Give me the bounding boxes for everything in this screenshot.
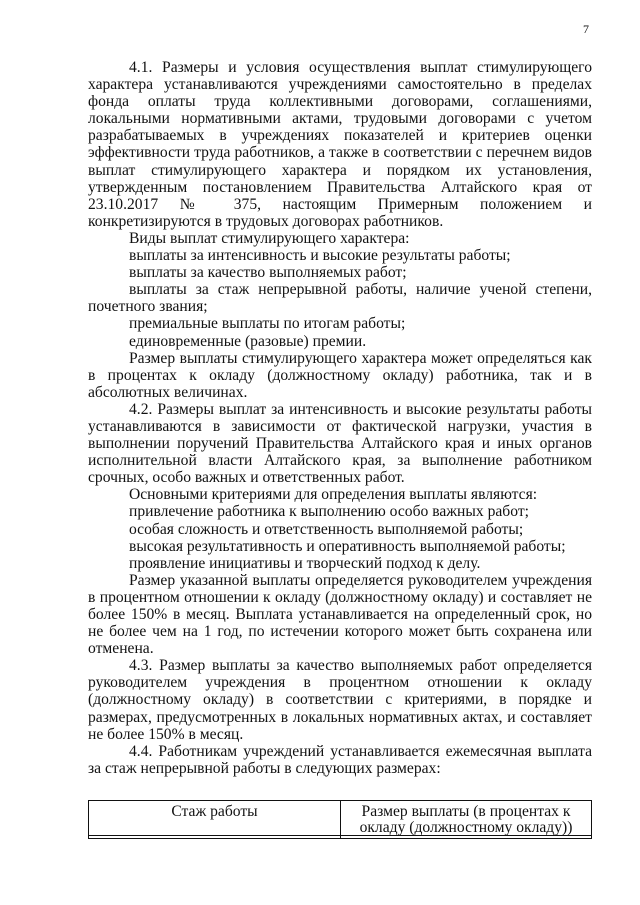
seniority-table [88,800,592,839]
paragraph: 4.4. Работникам учреждений устанавливается ежемесячная выплата за стаж непрерывной работы в следующих размерах: [88,742,592,777]
list-item: выплаты за качество выполняемых работ; [129,264,407,282]
column-header-payment-size: Размер выплаты (в процентах к окладу (должностному окладу)) [341,801,592,836]
paragraph: Размер указанной выплаты определяется руководителем учреждения в процентном отношении к окладу (должностному окладу) и составляет не более 150% в месяц. Выплата устанавливается на определенный срок, но не более чем на 1 год, по истечении которого может быть сохранена или отменена. [88,571,592,658]
paragraph: 4.1. Размеры и условия осуществления выплат стимулирующего характера устанавливаются учреждениями самостоятельно в пределах фонда оплаты труда коллективными договорами, соглашениями, локальными нормативными актами, трудовыми договорами с учетом разрабатываемых в учреждениях показателей и критериев оценки эффективности труда работников, а также в соответствии с перечнем видов выплат стимулирующего характера и порядком их установления, утвержденным постановлением Правительства Алтайского края от 23.10.2017 № 375, настоящим Примерным положением и конкретизируются в трудовых договорах работников. [88,59,592,230]
list-item: единовременные (разовые) премии. [129,332,367,350]
table-row [89,836,592,839]
list-item: привлечение работника к выполнению особо важных работ; [129,503,529,521]
table-cell [89,836,341,839]
list-item: премиальные выплаты по итогам работы; [129,315,406,333]
list-item: выплаты за стаж непрерывной работы, наличие ученой степени, почетного звания; [88,281,592,316]
list-item: высокая результативность и оперативность выполняемой работы; [129,537,566,555]
paragraph: Основными критериями для определения выплаты являются: [129,486,538,504]
table-header-row [89,801,592,836]
list-item: проявление инициативы и творческий подход к делу. [129,554,481,572]
column-header-seniority: Стаж работы [89,801,341,836]
paragraph: 4.2. Размеры выплат за интенсивность и высокие результаты работы устанавливаются в зависимости от фактической нагрузки, участия в выполнении поручений Правительства Алтайского края и иных органов исполнительной власти Алтайского края, за выполнение работником срочных, особо важных и ответственных работ. [88,400,592,487]
list-item: особая сложность и ответственность выполняемой работы; [129,520,524,538]
paragraph: 4.3. Размер выплаты за качество выполняемых работ определяется руководителем учреждения в процентном отношении к окладу (должностному окладу) в соответствии с критериями, в порядке и размерах, предусмотренных в локальных нормативных актах, и составляет не более 150% в месяц. [88,657,592,743]
page-number: 7 [583,22,589,36]
list-item: выплаты за интенсивность и высокие результаты работы; [129,247,511,265]
table-cell [341,836,592,839]
document-body [88,59,592,777]
paragraph: Виды выплат стимулирующего характера: [129,229,410,247]
paragraph: Размер выплаты стимулирующего характера может определяться как в процентах к окладу (должностному окладу) работника, так и в абсолютных величинах. [88,349,592,401]
